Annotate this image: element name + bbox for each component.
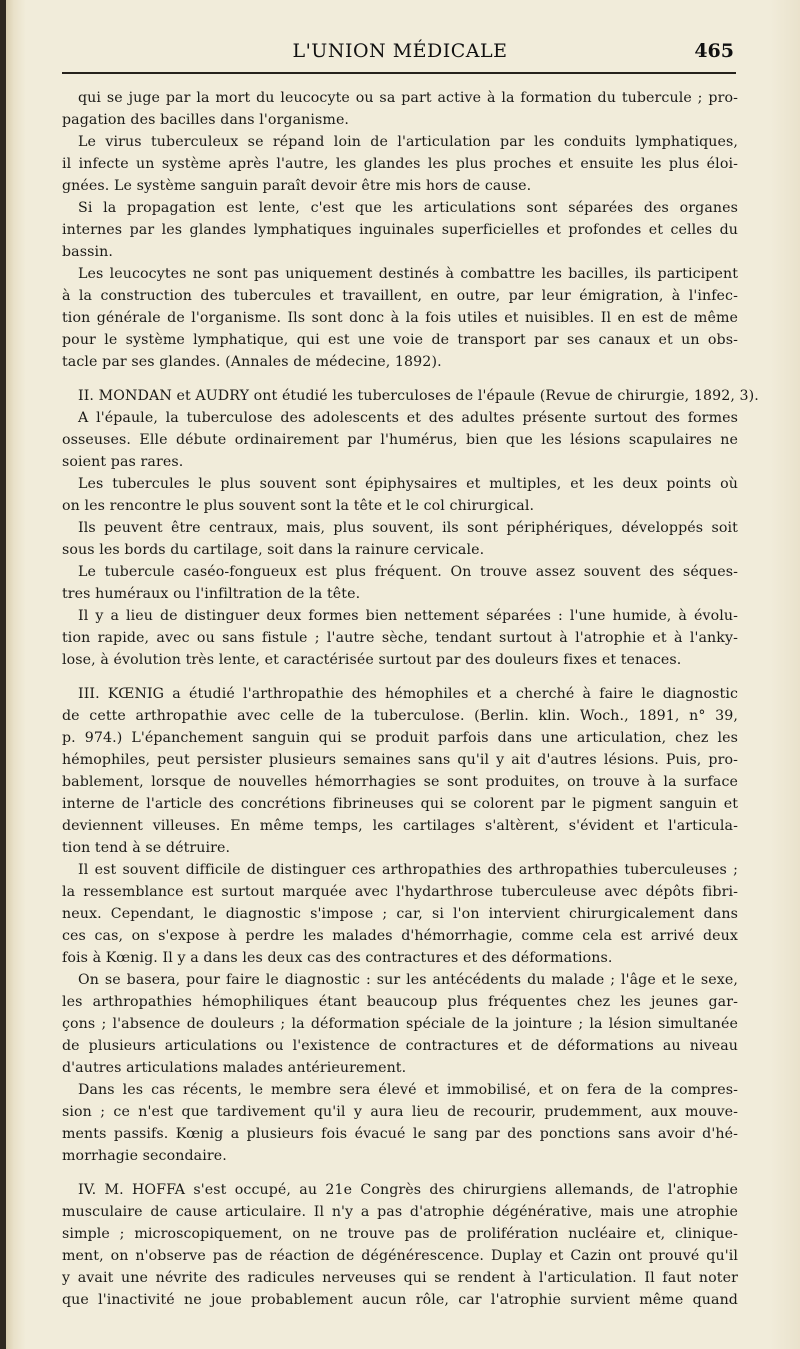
paragraph [62,407,738,473]
text-line: simple ; microscopiquement, on ne trouve pas de prolifération nucléaire et, clinique- [62,1226,738,1242]
journal-title: L'UNION MÉDICALE [292,40,508,62]
paragraph [62,1079,738,1167]
text-line: d'autres articulations malades antérieurement. [62,1060,407,1076]
text-line: bablement, lorsque de nouvelles hémorrhagies se sont produites, on trouve à la surface [62,774,738,790]
text-line: on les rencontre le plus souvent sont la tête et le col chirurgical. [62,498,535,514]
text-line: p. 974.) L'épanchement sanguin qui se produit parfois dans une articulation, chez les [62,730,738,746]
text-line: pour le système lymphatique, qui est une voie de transport par ses canaux et un obs- [62,332,738,348]
header-rule [62,72,736,74]
page-number: 465 [694,40,734,62]
paragraph [62,605,738,671]
text-line: la ressemblance est surtout marquée avec l'hydarthrose tuberculeuse avec dépôts fibri- [62,884,738,900]
paragraph [62,197,738,263]
text-line: neux. Cependant, le diagnostic s'impose ; car, si l'on intervient chirurgicalement dans [62,906,738,922]
paragraph [62,263,738,373]
text-line: Il est souvent difficile de distinguer ces arthropathies des arthropathies tuberculeuses ; [78,862,738,878]
text-line: Si la propagation est lente, c'est que les articulations sont séparées des organes [78,200,738,216]
text-line: Le tubercule caséo-fongueux est plus fréquent. On trouve assez souvent des séques- [78,564,738,580]
text-line: y avait une névrite des radicules nerveuses qui se rendent à l'articulation. Il faut noter [62,1270,738,1286]
text-line: tion générale de l'organisme. Ils sont donc à la fois utiles et nuisibles. Il en est de même [62,310,738,326]
text-line: Ils peuvent être centraux, mais, plus souvent, ils sont périphériques, développés soit [78,520,738,536]
text-line: ces cas, on s'expose à perdre les malades d'hémorrhagie, comme cela est arrivé deux [62,928,738,944]
text-line: hémophiles, peut persister plusieurs semaines sans qu'il y ait d'autres lésions. Puis, pro- [62,752,738,768]
text-line: Le virus tuberculeux se répand loin de l'articulation par les conduits lymphatiques, [78,134,738,150]
text-line: ments passifs. Kœnig a plusieurs fois évacué le sang par des ponctions sans avoir d'hé- [62,1126,738,1142]
paragraph [62,131,738,197]
text-line: soient pas rares. [62,454,184,470]
paragraph [62,385,759,407]
paragraph [62,683,738,859]
text-line: tacle par ses glandes. (Annales de médecine, 1892). [62,354,442,370]
section-gap [62,671,738,683]
text-line: On se basera, pour faire le diagnostic : sur les antécédents du malade ; l'âge et le sexe, [78,972,738,988]
text-line: IV. M. HOFFA s'est occupé, au 21e Congrès des chirurgiens allemands, de l'atrophie [78,1182,738,1198]
text-line: fois à Kœnig. Il y a dans les deux cas des contractures et des déformations. [62,950,613,966]
text-line: tres huméraux ou l'infiltration de la tête. [62,586,361,602]
section-gap [62,1167,738,1179]
text-line: tion rapide, avec ou sans fistule ; l'autre sèche, tendant surtout à l'atrophie et à l'anky- [62,630,738,646]
binding-edge [0,0,6,1349]
text-line: de plusieurs articulations ou l'existence de contractures et de déformations au niveau [62,1038,738,1054]
section-gap [62,373,738,385]
text-line: gnées. Le système sanguin paraît devoir être mis hors de cause. [62,178,532,194]
text-line: ment, on n'observe pas de réaction de dégénérescence. Duplay et Cazin ont prouvé qu'il [62,1248,738,1264]
text-line: que l'inactivité ne joue probablement aucun rôle, car l'atrophie survient même quand [62,1292,738,1308]
text-line: deviennent villeuses. En même temps, les cartilages s'altèrent, s'évident et l'articula- [62,818,738,834]
text-line: musculaire de cause articulaire. Il n'y a pas d'atrophie dégénérative, mais une atrophie [62,1204,738,1220]
text-line: Les leucocytes ne sont pas uniquement destinés à combattre les bacilles, ils participent [78,266,738,282]
text-line: sion ; ce n'est que tardivement qu'il y aura lieu de recourir, prudemment, aux mouve- [62,1104,738,1120]
text-line: çons ; l'absence de douleurs ; la déformation spéciale de la jointure ; la lésion simultanée [62,1016,738,1032]
text-line: II. MONDAN et AUDRY ont étudié les tuberculoses de l'épaule (Revue de chirurgie, 1892, 3). [78,388,759,404]
text-line: sous les bords du cartilage, soit dans la rainure cervicale. [62,542,485,558]
text-line: tion tend à se détruire. [62,840,231,856]
text-line: III. KŒNIG a étudié l'arthropathie des hémophiles et a cherché à faire le diagnostic [78,686,738,702]
text-line: Les tubercules le plus souvent sont épiphysaires et multiples, et les deux points où [78,476,738,492]
paragraph [62,1179,738,1311]
paragraph [62,561,738,605]
text-line: morrhagie secondaire. [62,1148,227,1164]
paragraph [62,517,738,561]
paragraph [62,859,738,969]
text-line: pagation des bacilles dans l'organisme. [62,112,350,128]
text-line: Dans les cas récents, le membre sera élevé et immobilisé, et on fera de la compres- [78,1082,738,1098]
text-line: qui se juge par la mort du leucocyte ou sa part active à la formation du tubercule ; pro- [78,90,738,106]
text-line: à la construction des tubercules et travaillent, en outre, par leur émigration, à l'infec- [62,288,738,304]
article-body [62,87,759,1311]
paragraph [62,473,738,517]
text-line: bassin. [62,244,113,260]
text-line: Il y a lieu de distinguer deux formes bien nettement séparées : l'une humide, à évolu- [78,608,738,624]
text-line: lose, à évolution très lente, et caractérisée surtout par des douleurs fixes et tenaces. [62,652,682,668]
running-head [62,36,738,66]
text-line: internes par les glandes lymphatiques inguinales superficielles et profondes et celles du [62,222,738,238]
text-line: les arthropathies hémophiliques étant beaucoup plus fréquentes chez les jeunes gar- [62,994,738,1010]
paragraph [62,969,738,1079]
text-line: interne de l'article des concrétions fibrineuses qui se colorent par le pigment sanguin et [62,796,738,812]
text-line: osseuses. Elle débute ordinairement par l'humérus, bien que les lésions scapulaires ne [62,432,738,448]
text-line: il infecte un système après l'autre, les glandes les plus proches et ensuite les plus éloi- [62,156,738,172]
text-line: A l'épaule, la tuberculose des adolescents et des adultes présente surtout des formes [78,410,738,426]
paragraph [62,87,738,131]
text-line: de cette arthropathie avec celle de la tuberculose. (Berlin. klin. Woch., 1891, n° 39, [62,708,738,724]
